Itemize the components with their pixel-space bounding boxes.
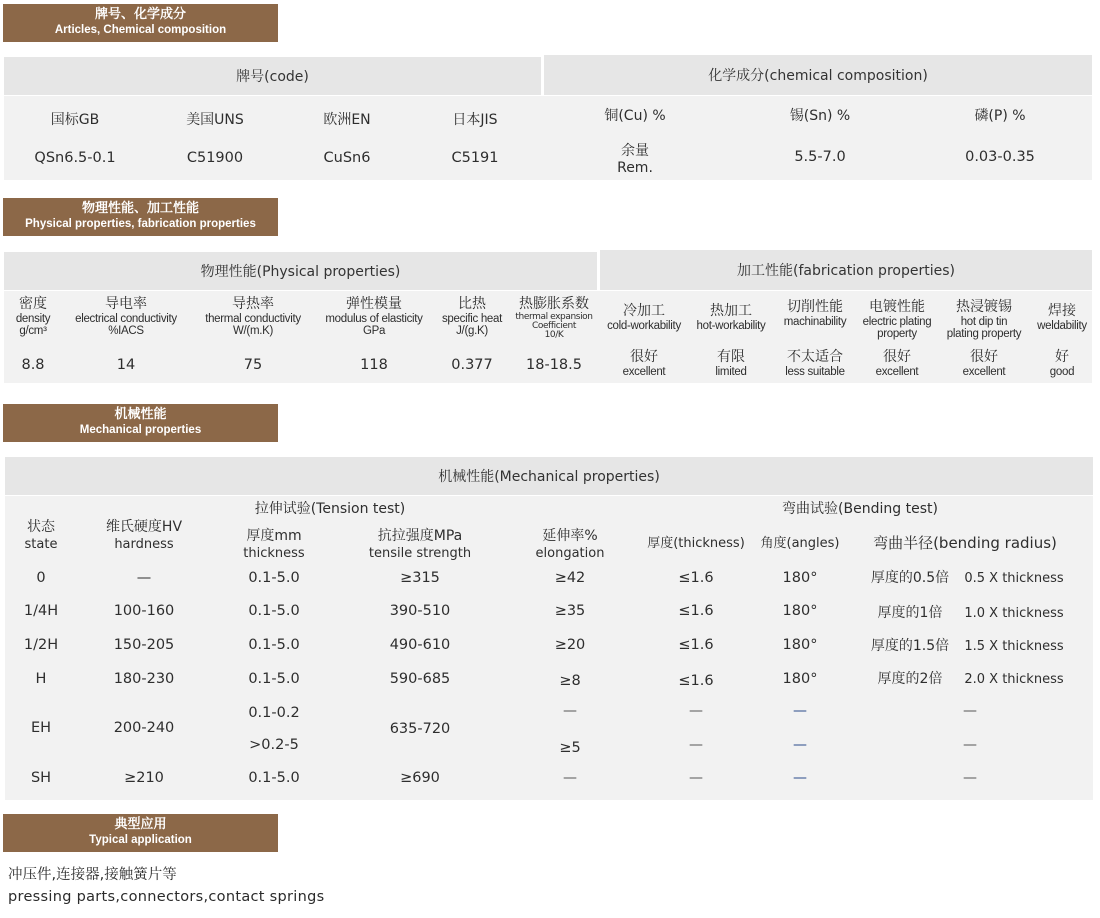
cell-bend-radius: — xyxy=(963,737,977,753)
physical-header: 物理性能(Physical properties) xyxy=(4,252,597,290)
cell-angles: 180° xyxy=(782,570,818,586)
cell-elongation: ≥35 xyxy=(554,603,586,619)
value-en: excellent xyxy=(622,366,666,378)
cell-angles: 180° xyxy=(782,637,818,653)
table-row xyxy=(0,637,1100,657)
label-cn: 比热 xyxy=(458,296,486,312)
col-hot-dip-tin xyxy=(939,299,1029,340)
label-en2: property xyxy=(877,328,917,340)
col-uns: 美国UNS xyxy=(186,112,244,128)
value-en: excellent xyxy=(875,366,919,378)
cell-angles: 180° xyxy=(782,671,818,687)
cell-hardness: ≥210 xyxy=(124,770,164,786)
code-header: 牌号(code) xyxy=(4,57,541,95)
col-cu: 铜(Cu) % xyxy=(604,108,666,124)
value-uns: C51900 xyxy=(186,150,244,166)
table-row xyxy=(0,703,1100,763)
cell-thickness: 0.1-5.0 xyxy=(248,770,300,786)
section-title-cn: 机械性能 xyxy=(114,407,167,422)
table-row xyxy=(0,603,1100,623)
cell-angles: — xyxy=(793,737,807,753)
label-en: thermal conductivity xyxy=(205,313,301,325)
label-cn: 抗拉强度MPa xyxy=(377,528,463,544)
col-weldability xyxy=(1031,303,1093,332)
label-en: modulus of elasticity xyxy=(325,313,423,325)
value-cu xyxy=(580,143,690,177)
value-en: limited xyxy=(715,366,747,378)
cell-radius-cn: 厚度的0.5倍 xyxy=(870,570,950,586)
col-jis: 日本JIS xyxy=(452,112,498,128)
chem-table-body xyxy=(4,96,1092,180)
label-en: tensile strength xyxy=(368,546,472,561)
col-state xyxy=(10,519,72,553)
col-thermal-conductivity xyxy=(192,296,314,337)
cell-radius-en: 0.5 X thickness xyxy=(964,571,1064,586)
value-electroplating xyxy=(857,349,937,378)
bending-header: 弯曲试验(Bending test) xyxy=(782,501,938,517)
section-title-physical xyxy=(3,198,278,236)
cell-tensile: ≥315 xyxy=(400,570,440,586)
cell-radius-en: 2.0 X thickness xyxy=(964,672,1064,687)
label-unit: GPa xyxy=(362,325,386,337)
label-en: specific heat xyxy=(441,313,503,325)
table-row xyxy=(0,671,1100,691)
section-title-cn: 牌号、化学成分 xyxy=(94,7,186,22)
cell-thickness: 0.1-5.0 xyxy=(248,671,300,687)
value-gb: QSn6.5-0.1 xyxy=(34,150,116,166)
cell-bend-radius: — xyxy=(963,770,977,786)
label-en: hot-workability xyxy=(696,320,766,332)
cell-bend-thickness: ≤1.6 xyxy=(678,637,714,653)
cell-elongation: ≥5 xyxy=(559,740,581,756)
label-en: elongation xyxy=(535,546,605,561)
label-en: density xyxy=(15,313,51,325)
section-title-mechanical xyxy=(3,404,278,442)
section-title-en: Articles, Chemical composition xyxy=(54,24,227,36)
label-cn: 热浸镀锡 xyxy=(956,299,1012,315)
col-sn: 锡(Sn) % xyxy=(789,108,851,124)
cell-bend-thickness: — xyxy=(689,737,703,753)
label-en: machinability xyxy=(783,316,847,328)
value-cn: 很好 xyxy=(630,349,658,365)
cell-thickness: >0.2-5 xyxy=(249,737,299,753)
value-cu-en: Rem. xyxy=(617,160,653,176)
value-modulus: 118 xyxy=(360,357,388,373)
col-thickness xyxy=(214,528,334,562)
table-row xyxy=(0,770,1100,790)
cell-bend-thickness: ≤1.6 xyxy=(678,570,714,586)
cell-thickness: 0.1-5.0 xyxy=(248,570,300,586)
label-cn: 冷加工 xyxy=(623,303,665,319)
col-expansion xyxy=(512,296,596,340)
label-cn: 电镀性能 xyxy=(869,299,925,315)
cell-radius-en: 1.5 X thickness xyxy=(964,639,1064,654)
value-cn: 好 xyxy=(1055,349,1069,365)
cell-hardness: 100-160 xyxy=(113,603,175,619)
label-cn: 切削性能 xyxy=(787,299,843,315)
label-en: thickness xyxy=(243,546,305,561)
value-cold-work xyxy=(601,349,687,378)
cell-radius-en: 1.0 X thickness xyxy=(964,606,1064,621)
tension-header: 拉伸试验(Tension test) xyxy=(254,501,406,517)
section-title-cn: 典型应用 xyxy=(114,817,167,832)
cell-angles: — xyxy=(793,703,807,719)
cell-bend-radius: — xyxy=(963,703,977,719)
cell-state: 0 xyxy=(36,570,46,586)
col-elongation xyxy=(508,528,632,562)
cell-state: SH xyxy=(30,770,52,786)
fabrication-header: 加工性能(fabrication properties) xyxy=(600,250,1092,290)
label-unit: W/(m.K) xyxy=(232,325,274,337)
section-title-chemical xyxy=(3,4,278,42)
composition-header: 化学成分(chemical composition) xyxy=(544,55,1092,95)
cell-elongation: ≥8 xyxy=(559,673,581,689)
cell-hardness: 180-230 xyxy=(113,671,175,687)
value-expansion: 18-18.5 xyxy=(526,357,582,373)
label-cn: 焊接 xyxy=(1048,303,1076,319)
label-cn: 导电率 xyxy=(105,296,147,312)
cell-state: EH xyxy=(30,720,52,736)
value-p: 0.03-0.35 xyxy=(965,149,1035,165)
value-cn: 很好 xyxy=(883,349,911,365)
col-bend-thickness: 厚度(thickness) xyxy=(647,536,745,551)
col-hot-work xyxy=(689,303,773,332)
cell-radius-cn: 厚度的1倍 xyxy=(877,605,943,621)
col-en: 欧洲EN xyxy=(323,112,371,128)
cell-radius-cn: 厚度的2倍 xyxy=(877,671,943,687)
label-cn: 状态 xyxy=(27,519,55,535)
value-thermal-conductivity: 75 xyxy=(243,357,263,373)
value-specific-heat: 0.377 xyxy=(451,357,493,373)
label-unit: 10/K xyxy=(544,330,564,340)
cell-thickness: 0.1-5.0 xyxy=(248,637,300,653)
value-hot-dip-tin xyxy=(939,349,1029,378)
col-electroplating xyxy=(857,299,937,340)
label-unit: J/(g.K) xyxy=(456,325,488,337)
value-hot-work xyxy=(689,349,773,378)
cell-state: 1/4H xyxy=(23,603,59,619)
value-cn: 不太适合 xyxy=(787,349,843,365)
section-title-application xyxy=(3,814,278,852)
cell-tensile: ≥690 xyxy=(400,770,440,786)
section-title-en: Mechanical properties xyxy=(79,424,202,436)
value-cn: 很好 xyxy=(970,349,998,365)
cell-tensile: 590-685 xyxy=(389,671,451,687)
cell-tensile: 490-610 xyxy=(389,637,451,653)
value-jis: C5191 xyxy=(451,150,499,166)
value-cn: 有限 xyxy=(717,349,745,365)
cell-thickness: 0.1-5.0 xyxy=(248,603,300,619)
col-hardness xyxy=(78,519,210,553)
value-density: 8.8 xyxy=(21,357,45,373)
col-machinability xyxy=(775,299,855,328)
cell-radius-cn: 厚度的1.5倍 xyxy=(870,638,950,654)
col-gb: 国标GB xyxy=(50,112,100,128)
value-en: excellent xyxy=(962,366,1006,378)
cell-hardness: 200-240 xyxy=(113,720,175,736)
label-cn: 延伸率% xyxy=(542,528,598,544)
cell-state: 1/2H xyxy=(23,637,59,653)
value-weldability xyxy=(1031,349,1093,378)
label-cn: 维氏硬度HV xyxy=(105,519,183,535)
value-en: good xyxy=(1049,366,1075,378)
value-en: less suitable xyxy=(785,366,845,378)
cell-bend-thickness: ≤1.6 xyxy=(678,603,714,619)
value-en: CuSn6 xyxy=(323,150,371,166)
label-cn: 厚度mm xyxy=(246,528,302,544)
value-sn: 5.5-7.0 xyxy=(794,149,846,165)
col-bend-radius: 弯曲半径(bending radius) xyxy=(873,534,1057,552)
label-en: electrical conductivity xyxy=(75,313,177,325)
section-title-cn: 物理性能、加工性能 xyxy=(81,201,199,216)
label-en: hardness xyxy=(114,537,174,552)
value-cu-cn: 余量 xyxy=(621,143,649,159)
label-en2: plating property xyxy=(946,328,1022,340)
col-cold-work xyxy=(601,303,687,332)
cell-bend-thickness: ≤1.6 xyxy=(678,673,714,689)
application-en: pressing parts,connectors,contact springs xyxy=(8,889,325,905)
label-cn: 导热率 xyxy=(232,296,274,312)
value-conductivity: 14 xyxy=(116,357,136,373)
cell-angles: — xyxy=(793,770,807,786)
label-cn: 密度 xyxy=(19,296,47,312)
label-cn: 热膨胀系数 xyxy=(519,296,589,312)
label-en: thermal expansion xyxy=(515,312,593,322)
label-unit: %IACS xyxy=(108,325,144,337)
cell-elongation: ≥42 xyxy=(554,570,586,586)
mechanical-header: 机械性能(Mechanical properties) xyxy=(5,457,1093,495)
section-title-en: Physical properties, fabrication properties xyxy=(25,218,256,230)
label-en2: Coefficient xyxy=(532,321,576,331)
col-conductivity xyxy=(62,296,190,337)
value-machinability xyxy=(775,349,855,378)
col-density xyxy=(5,296,61,337)
cell-hardness: 150-205 xyxy=(113,637,175,653)
label-en: state xyxy=(24,537,58,552)
col-specific-heat xyxy=(434,296,510,337)
label-unit: g/cm³ xyxy=(19,325,47,337)
col-tensile xyxy=(340,528,500,562)
label-en: cold-workability xyxy=(607,320,681,332)
label-cn: 弹性模量 xyxy=(346,296,402,312)
cell-hardness: — xyxy=(136,570,152,586)
cell-bend-thickness: — xyxy=(689,770,703,786)
cell-elongation: — xyxy=(563,703,577,719)
col-p: 磷(P) % xyxy=(974,108,1026,124)
col-modulus xyxy=(316,296,432,337)
cell-angles: 180° xyxy=(782,603,818,619)
table-row xyxy=(0,570,1100,590)
cell-elongation: — xyxy=(563,770,577,786)
application-cn: 冲压件,连接器,接触簧片等 xyxy=(8,867,177,883)
col-angles: 角度(angles) xyxy=(760,536,840,551)
cell-bend-thickness: — xyxy=(689,703,703,719)
cell-state: H xyxy=(35,671,47,687)
cell-thickness: 0.1-0.2 xyxy=(248,705,300,721)
label-en: hot dip tin xyxy=(960,316,1008,328)
label-en: weldability xyxy=(1037,320,1087,332)
cell-tensile: 390-510 xyxy=(389,603,451,619)
label-cn: 热加工 xyxy=(710,303,752,319)
cell-elongation: ≥20 xyxy=(554,637,586,653)
label-en: electric plating xyxy=(862,316,932,328)
cell-tensile: 635-720 xyxy=(389,721,451,737)
section-title-en: Typical application xyxy=(89,834,192,846)
